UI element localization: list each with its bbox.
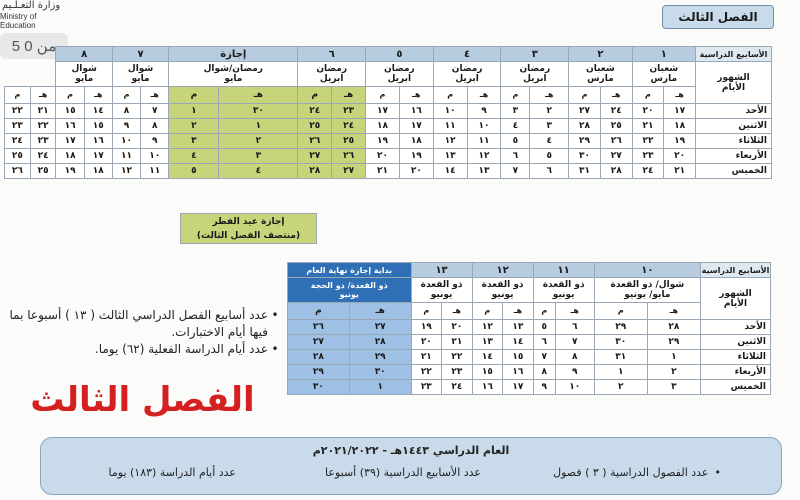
week-header: ٢ (569, 47, 632, 62)
date-cell: ١٨ (366, 119, 400, 134)
weeks-corner: الأسابيع الدراسية (701, 263, 771, 278)
month-header: رمضان ابريل (298, 62, 366, 87)
day-label: الأحد (696, 104, 772, 119)
date-cell: ١٣ (503, 320, 534, 335)
week-header: ٧ (112, 47, 168, 62)
date-cell: ٢٤ (5, 134, 31, 149)
date-cell: ٧ (141, 104, 169, 119)
date-cell: ٣ (530, 119, 569, 134)
week-header-vacation: بداية إجازة نهاية العام (288, 263, 412, 278)
day-label: الخميس (696, 164, 772, 179)
gregorian-label: م (5, 86, 31, 104)
date-cell: ٢٥ (332, 134, 366, 149)
date-cell: ٢٥ (30, 164, 56, 179)
date-cell: ٢ (219, 134, 298, 149)
week-header: ١٢ (472, 263, 533, 278)
date-cell: ٥ (169, 164, 219, 179)
date-cell: ٢٢ (30, 119, 56, 134)
ministry-name-arabic: وزارة التعـلـيم (2, 0, 61, 11)
date-cell: ٢ (169, 119, 219, 134)
date-cell: ٢٢ (411, 365, 442, 380)
date-cell: ٢١ (664, 164, 696, 179)
date-cell: ٧ (533, 350, 555, 365)
week-header: إجازة (169, 47, 298, 62)
date-cell: ٥ (530, 149, 569, 164)
ministry-logo (0, 0, 70, 30)
date-cell: ١٦ (472, 380, 503, 395)
date-cell: ٢٣ (442, 365, 473, 380)
date-cell: ٢٥ (5, 149, 31, 164)
date-cell: ٢٦ (332, 149, 366, 164)
gregorian-label: م (411, 302, 442, 320)
date-cell: ١٣ (433, 149, 467, 164)
date-cell: ١٠ (112, 134, 140, 149)
date-cell: ١ (219, 119, 298, 134)
week-header: ٤ (433, 47, 501, 62)
year-summary-footer (40, 437, 782, 495)
table-row (288, 350, 771, 365)
date-cell: ٢٨ (298, 164, 332, 179)
week-header: ١١ (533, 263, 594, 278)
date-cell: ٢٤ (632, 164, 664, 179)
day-label: الاثنين (701, 335, 771, 350)
month-header: رمضان ابريل (501, 62, 569, 87)
date-cell: ٣٠ (288, 380, 350, 395)
date-cell: ٣١ (569, 164, 601, 179)
days-corner-label: الأيام (721, 82, 746, 93)
gregorian-label: م (56, 86, 84, 104)
date-cell: ٢٥ (600, 119, 632, 134)
months-corner-label: الشهور (719, 288, 752, 299)
date-cell: ٢٢ (5, 104, 31, 119)
hijri-label: هـ (442, 302, 473, 320)
date-cell: ٢٨ (349, 335, 411, 350)
date-cell: ٢٤ (30, 149, 56, 164)
date-cell: ١٠ (555, 380, 594, 395)
day-label: الأربعاء (701, 365, 771, 380)
date-cell: ٣ (501, 104, 530, 119)
date-cell: ٢٣ (30, 134, 56, 149)
date-cell: ٤ (530, 134, 569, 149)
days-corner-label: الأيام (723, 298, 748, 309)
week-header: ٥ (366, 47, 434, 62)
date-cell: ١٧ (366, 104, 400, 119)
date-cell: ٢١ (30, 104, 56, 119)
date-cell: ٢٤ (298, 104, 332, 119)
date-cell: ٩ (112, 119, 140, 134)
date-cell: ٢٧ (298, 149, 332, 164)
date-cell: ٦ (555, 320, 594, 335)
eid-holiday-note (180, 213, 317, 244)
date-cell: ١٢ (472, 320, 503, 335)
month-header: رمضان ابريل (366, 62, 434, 87)
date-cell: ٢٧ (332, 164, 366, 179)
week-header: ٣ (501, 47, 569, 62)
hijri-label: هـ (647, 302, 700, 320)
month-header: شوال مايو (56, 62, 112, 87)
date-cell: ٧ (555, 335, 594, 350)
date-cell: ٢ (594, 380, 647, 395)
hijri-label: هـ (467, 86, 501, 104)
date-cell: ١٥ (503, 350, 534, 365)
date-cell: ٢٦ (288, 320, 350, 335)
date-cell: ٦ (501, 149, 530, 164)
date-cell: ١٢ (112, 164, 140, 179)
date-cell: ٢٣ (411, 380, 442, 395)
date-cell: ٢ (530, 104, 569, 119)
month-header: رمضان ابريل (433, 62, 501, 87)
month-header: شوال/ ذو القعدة مايو/ يونيو (594, 278, 700, 303)
date-cell: ٨ (141, 119, 169, 134)
date-cell: ١١ (112, 149, 140, 164)
table-row (288, 320, 771, 335)
date-cell: ٤ (169, 149, 219, 164)
date-cell: ١٧ (503, 380, 534, 395)
date-cell: ٢٦ (298, 134, 332, 149)
date-cell: ١٠ (433, 104, 467, 119)
date-cell: ٢ (647, 365, 700, 380)
date-cell: ٣٠ (594, 335, 647, 350)
date-cell: ٢٧ (600, 149, 632, 164)
date-cell: ٢٤ (332, 119, 366, 134)
date-cell: ٢٠ (399, 164, 433, 179)
day-label: الأربعاء (696, 149, 772, 164)
date-cell: ١٧ (399, 119, 433, 134)
hijri-label: هـ (219, 86, 298, 104)
date-cell: ٥ (533, 320, 555, 335)
date-cell: ٢٣ (632, 149, 664, 164)
month-header: ذو القعدة يونيو (533, 278, 594, 303)
date-cell: ٤ (219, 164, 298, 179)
months-days-corner (701, 278, 771, 320)
weeks-count: عدد الأسابيع الدراسية (٣٩) أسبوعا (325, 466, 481, 479)
hijri-label: هـ (141, 86, 169, 104)
table-row (5, 134, 772, 149)
gregorian-label: م (433, 86, 467, 104)
week-header: ١٠ (594, 263, 700, 278)
date-cell: ١٧ (84, 149, 112, 164)
date-cell: ٣٠ (349, 365, 411, 380)
academic-year: العام الدراسي ١٤٤٣هـ - ٢٠٢١/٢٠٢٢م (312, 444, 510, 457)
hijri-label: هـ (664, 86, 696, 104)
date-cell: ٣ (219, 149, 298, 164)
date-cell: ٢٣ (332, 104, 366, 119)
date-cell: ١٩ (56, 164, 84, 179)
date-cell: ١٦ (399, 104, 433, 119)
month-header: رمضان/شوال مايو (169, 62, 298, 87)
date-cell: ٢٥ (298, 119, 332, 134)
date-cell: ٢٩ (349, 350, 411, 365)
gregorian-label: م (288, 302, 350, 320)
date-cell: ٢١ (632, 119, 664, 134)
date-cell: ٢٣ (5, 119, 31, 134)
table-row (288, 380, 771, 395)
date-cell: ٩ (555, 365, 594, 380)
date-cell: ٩ (467, 104, 501, 119)
terms-count: •عدد الفصول الدراسية ( ٣ ) فصول (553, 466, 721, 479)
date-cell: ١٤ (433, 164, 467, 179)
date-cell: ٢٨ (569, 119, 601, 134)
week-header: ١ (632, 47, 695, 62)
date-cell: ٥ (501, 134, 530, 149)
date-cell: ١٦ (56, 119, 84, 134)
months-corner-label: الشهور (717, 72, 750, 83)
date-cell: ٢٦ (5, 164, 31, 179)
date-cell: ٢٩ (288, 365, 350, 380)
date-cell: ١٤ (84, 104, 112, 119)
day-label: الثلاثاء (696, 134, 772, 149)
date-cell: ٣٠ (569, 149, 601, 164)
day-label: الثلاثاء (701, 350, 771, 365)
month-header: شعبان مارس (569, 62, 632, 87)
date-cell: ١٨ (56, 149, 84, 164)
date-cell: ٨ (112, 104, 140, 119)
date-cell: ٣١ (594, 350, 647, 365)
date-cell: ٨ (533, 365, 555, 380)
date-cell: ١٦ (503, 365, 534, 380)
days-count: عدد أيام الدراسة (١٨٣) يوما (108, 466, 236, 479)
gregorian-label: م (533, 302, 555, 320)
date-cell: ١ (647, 350, 700, 365)
date-cell: ١٧ (664, 104, 696, 119)
date-cell: ٢٧ (349, 320, 411, 335)
table-row (5, 149, 772, 164)
date-cell: ٧ (501, 164, 530, 179)
date-cell: ١٩ (664, 134, 696, 149)
date-cell: ١١ (467, 134, 501, 149)
hijri-label: هـ (503, 302, 534, 320)
date-cell: ٩ (533, 380, 555, 395)
date-cell: ١٩ (399, 149, 433, 164)
date-cell: ١٨ (84, 164, 112, 179)
date-cell: ٣ (647, 380, 700, 395)
date-cell: ١٨ (399, 134, 433, 149)
hijri-label: هـ (30, 86, 56, 104)
date-cell: ٢٠ (411, 335, 442, 350)
gregorian-label: م (112, 86, 140, 104)
date-cell: ٢٩ (569, 134, 601, 149)
date-cell: ٦ (533, 335, 555, 350)
day-label: الاثنين (696, 119, 772, 134)
ministry-name-english: Ministry of Education (0, 12, 37, 30)
date-cell: ٢٠ (442, 320, 473, 335)
gregorian-label: م (472, 302, 503, 320)
date-cell: ١١ (141, 164, 169, 179)
term-notes (0, 307, 282, 358)
note-item: • عدد أيام الدراسة الفعلية (٦٢) يوما. (94, 342, 279, 356)
date-cell: ٢٩ (594, 320, 647, 335)
date-cell: ١٤ (472, 350, 503, 365)
date-cell: ٢٨ (647, 320, 700, 335)
date-cell: ٢٢ (442, 350, 473, 365)
date-cell: ٢٨ (600, 164, 632, 179)
month-header: ذو القعدة يونيو (472, 278, 533, 303)
date-cell: ١١ (433, 119, 467, 134)
date-cell: ٢١ (442, 335, 473, 350)
date-cell: ١٦ (84, 134, 112, 149)
hijri-label: هـ (530, 86, 569, 104)
table-row (288, 335, 771, 350)
weeks-corner: الأسابيع الدراسية (696, 47, 772, 62)
date-cell: ١ (594, 365, 647, 380)
gregorian-label: م (569, 86, 601, 104)
date-cell: ٢٠ (366, 149, 400, 164)
bottom-calendar-table (287, 262, 771, 395)
hijri-label: هـ (332, 86, 366, 104)
month-header: شعبان مارس (632, 62, 695, 87)
date-cell: ٣ (169, 134, 219, 149)
hijri-label: هـ (399, 86, 433, 104)
date-cell: ١٥ (472, 365, 503, 380)
date-cell: ١٥ (84, 119, 112, 134)
gregorian-label: م (632, 86, 664, 104)
hijri-label: هـ (600, 86, 632, 104)
hijri-label: هـ (349, 302, 411, 320)
eid-note-line2: (منتصف الفصل الثالث) (196, 231, 301, 241)
date-cell: ٢٤ (442, 380, 473, 395)
month-header: ذو القعدة يونيو (411, 278, 472, 303)
date-cell: ١٠ (467, 119, 501, 134)
date-cell: ١ (349, 380, 411, 395)
date-cell: ٢٦ (600, 134, 632, 149)
date-cell: ١٥ (56, 104, 84, 119)
date-cell: ١٩ (411, 320, 442, 335)
date-cell: ٢٧ (288, 335, 350, 350)
week-header: ٦ (298, 47, 366, 62)
gregorian-label: م (594, 302, 647, 320)
date-cell: ٢٩ (647, 335, 700, 350)
day-label: الخميس (701, 380, 771, 395)
table-row (5, 164, 772, 179)
table-row (288, 365, 771, 380)
month-header: شوال مايو (112, 62, 168, 87)
date-cell: ٢٨ (288, 350, 350, 365)
date-cell: ١٢ (467, 149, 501, 164)
date-cell: ١٠ (141, 149, 169, 164)
date-cell: ٦ (530, 164, 569, 179)
term-big-title: الفصل الثالث (30, 380, 255, 420)
week-header: ١٣ (411, 263, 472, 278)
page-indicator: 5 من 0 (0, 33, 68, 59)
date-cell: ١٨ (664, 119, 696, 134)
hijri-label: هـ (84, 86, 112, 104)
date-cell: ٢٠ (632, 104, 664, 119)
date-cell: ١٧ (56, 134, 84, 149)
term-header: الفصل الثالث (662, 5, 774, 29)
month-header-vacation: ذو القعدة/ ذو الحجة يونيو (288, 278, 412, 303)
day-label: الأحد (701, 320, 771, 335)
date-cell: ١٤ (503, 335, 534, 350)
table-row (5, 104, 772, 119)
hijri-label: هـ (555, 302, 594, 320)
week-header: ٨ (56, 47, 112, 62)
date-cell: ٢١ (366, 164, 400, 179)
date-cell: ٤ (501, 119, 530, 134)
eid-note-line1: إجازة عيد الفطر (212, 217, 285, 227)
date-cell: ٩ (141, 134, 169, 149)
date-cell: ١٢ (433, 134, 467, 149)
top-calendar-table (4, 46, 772, 179)
date-cell: ١٣ (467, 164, 501, 179)
date-cell: ١٩ (366, 134, 400, 149)
date-cell: ٢٠ (664, 149, 696, 164)
table-row (5, 119, 772, 134)
gregorian-label: م (169, 86, 219, 104)
date-cell: ٢١ (411, 350, 442, 365)
date-cell: ١٣ (472, 335, 503, 350)
months-days-corner (696, 62, 772, 104)
gregorian-label: م (501, 86, 530, 104)
date-cell: ٢٢ (632, 134, 664, 149)
date-cell: ٨ (555, 350, 594, 365)
gregorian-label: م (366, 86, 400, 104)
date-cell: ٢٤ (600, 104, 632, 119)
date-cell: ١ (169, 104, 219, 119)
date-cell: ٣٠ (219, 104, 298, 119)
date-cell: ٢٧ (569, 104, 601, 119)
gregorian-label: م (298, 86, 332, 104)
note-item: • عدد أسابيع الفصل الدراسي الثالث ( ١٣ ) أسبوعا بما فيها أيام الاختبارات. (9, 308, 279, 339)
